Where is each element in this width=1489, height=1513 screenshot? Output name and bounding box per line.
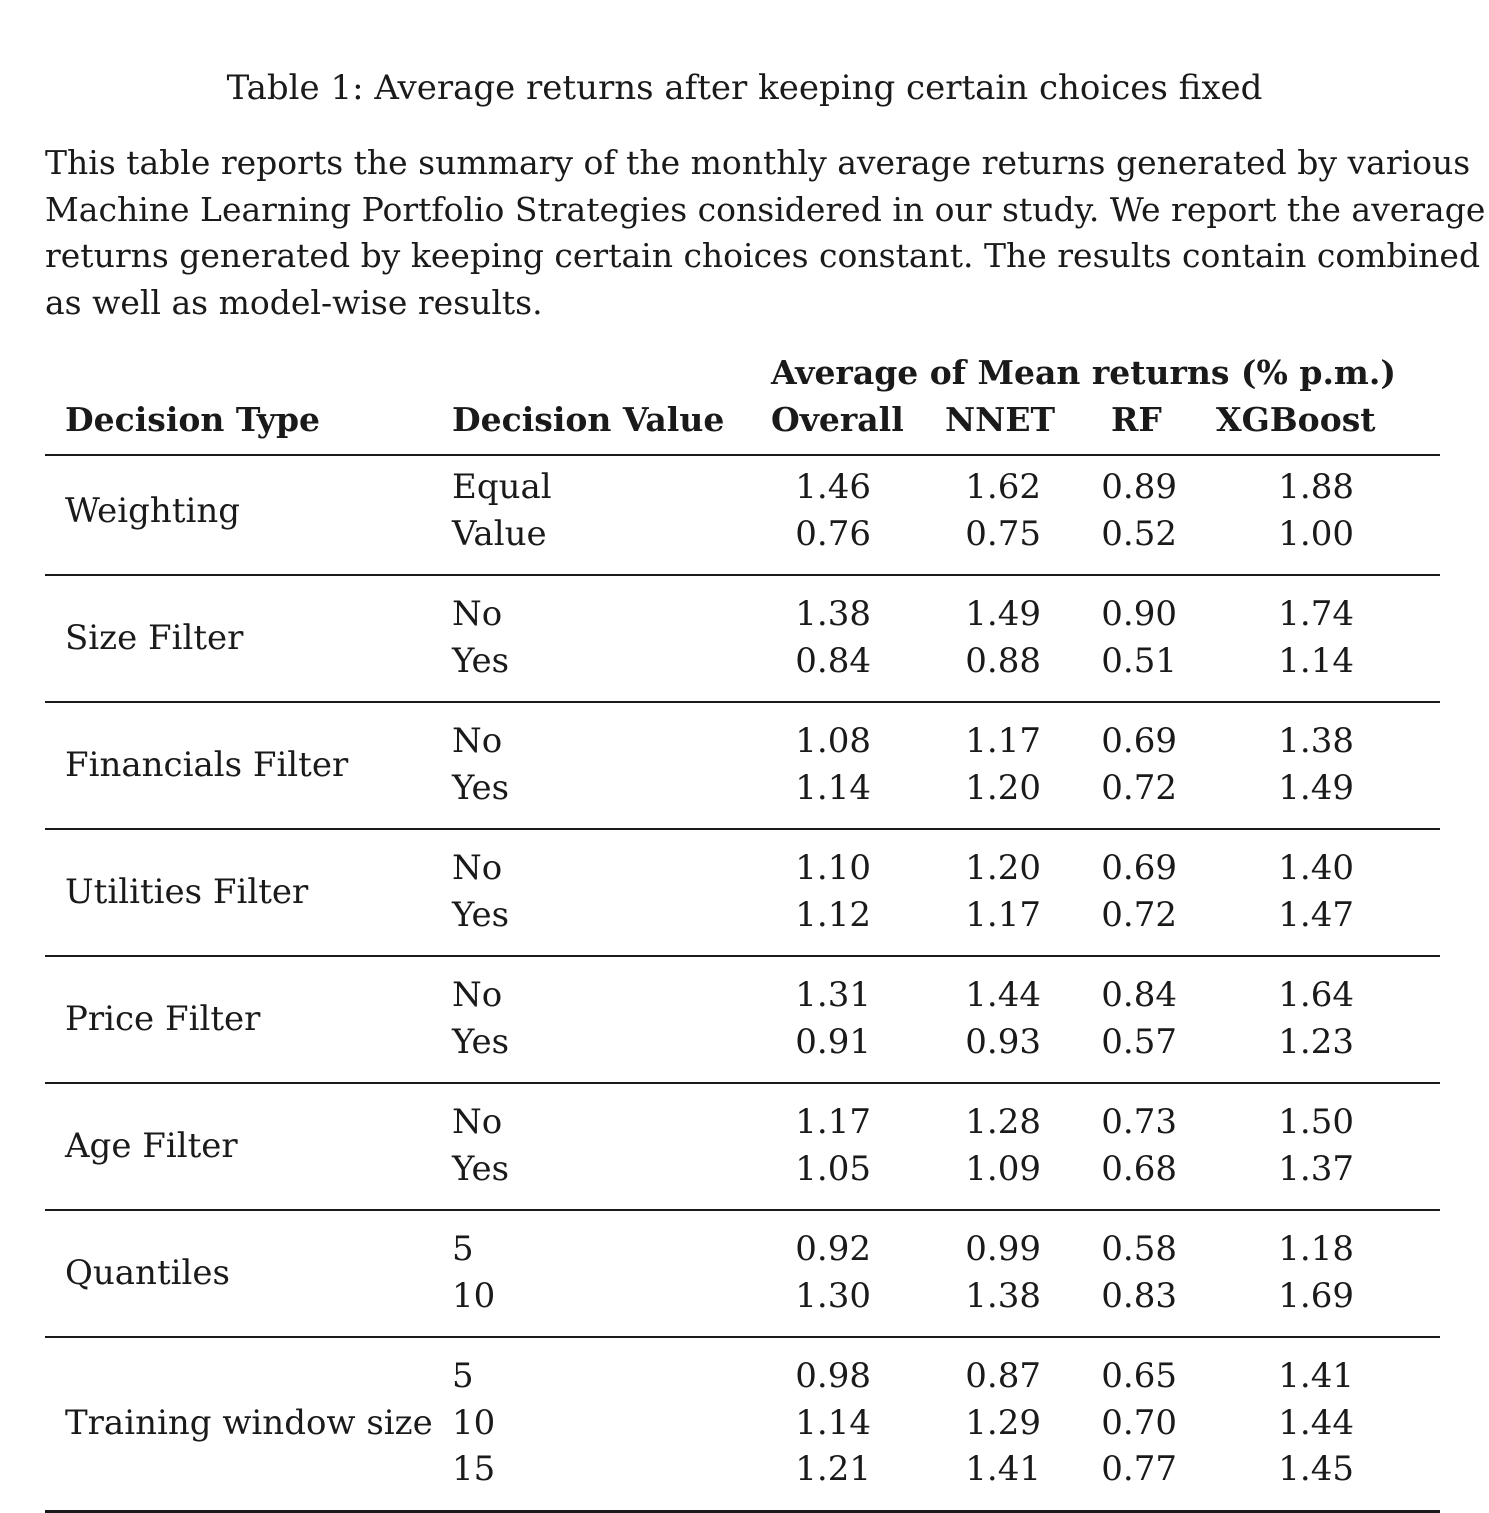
decision-type-label: Weighting: [65, 490, 241, 531]
group-rule: [45, 574, 1440, 576]
cell-xgboost: 1.47: [1278, 894, 1354, 935]
column-header-rf: RF: [1111, 400, 1162, 439]
cell-xgboost: 1.44: [1278, 1402, 1354, 1443]
cell-overall: 1.14: [795, 1402, 871, 1443]
group-rule: [45, 1209, 1440, 1211]
cell-rf: 0.83: [1101, 1275, 1177, 1316]
cell-rf: 0.72: [1101, 767, 1177, 808]
column-header-nnet: NNET: [945, 400, 1056, 439]
header-rule: [45, 454, 1440, 456]
decision-value: 5: [452, 1356, 474, 1396]
decision-type-label: Training window size: [65, 1402, 433, 1443]
decision-value: Yes: [452, 1148, 510, 1189]
cell-nnet: 1.28: [965, 1102, 1041, 1142]
description-line: Machine Learning Portfolio Strategies considered in our study. We report the average: [45, 189, 1486, 229]
cell-rf: 0.72: [1101, 894, 1177, 935]
cell-nnet: 1.20: [965, 767, 1041, 808]
cell-overall: 1.12: [795, 894, 871, 935]
decision-value: Value: [452, 513, 547, 554]
cell-overall: 1.08: [795, 721, 871, 761]
cell-overall: 0.84: [795, 640, 871, 681]
cell-overall: 1.10: [795, 848, 871, 888]
table-description: [45, 140, 1486, 326]
cell-overall: 0.76: [795, 513, 871, 554]
cell-rf: 0.51: [1101, 640, 1177, 681]
cell-xgboost: 1.18: [1278, 1229, 1354, 1269]
decision-type-label: Utilities Filter: [65, 871, 309, 912]
cell-overall: 1.31: [795, 975, 871, 1015]
cell-rf: 0.69: [1101, 848, 1177, 888]
decision-value: No: [452, 721, 503, 761]
decision-value: Yes: [452, 640, 510, 681]
column-header-decision-value: Decision Value: [452, 400, 725, 439]
decision-value: Yes: [452, 1021, 510, 1062]
bottom-rule: [45, 1510, 1440, 1513]
description-line: This table reports the summary of the monthly average returns generated by various: [45, 143, 1471, 182]
cell-xgboost: 1.38: [1278, 721, 1354, 761]
decision-value: No: [452, 1102, 503, 1142]
cell-rf: 0.68: [1101, 1148, 1177, 1189]
decision-value: 15: [452, 1449, 496, 1489]
cell-xgboost: 1.64: [1278, 975, 1354, 1015]
cell-rf: 0.65: [1101, 1356, 1177, 1396]
column-header-overall: Overall: [771, 400, 904, 439]
cell-overall: 1.38: [795, 594, 871, 634]
cell-xgboost: 1.45: [1278, 1449, 1354, 1489]
cell-nnet: 1.49: [965, 594, 1041, 634]
cell-xgboost: 1.50: [1278, 1102, 1354, 1142]
cell-nnet: 1.38: [965, 1275, 1041, 1316]
cell-rf: 0.57: [1101, 1021, 1177, 1062]
cell-nnet: 1.20: [965, 848, 1041, 888]
cell-xgboost: 1.49: [1278, 767, 1354, 808]
cell-xgboost: 1.41: [1278, 1356, 1354, 1396]
cell-nnet: 1.29: [965, 1402, 1041, 1443]
cell-xgboost: 1.69: [1278, 1275, 1354, 1316]
column-header-xgboost: XGBoost: [1216, 400, 1376, 439]
cell-xgboost: 1.23: [1278, 1021, 1354, 1062]
decision-value: Yes: [452, 767, 510, 808]
cell-nnet: 1.17: [965, 894, 1041, 935]
cell-xgboost: 1.00: [1278, 513, 1354, 554]
decision-type-label: Size Filter: [65, 617, 244, 658]
cell-nnet: 0.93: [965, 1021, 1041, 1062]
cell-nnet: 0.75: [965, 513, 1041, 554]
group-rule: [45, 1082, 1440, 1084]
decision-type-label: Financials Filter: [65, 744, 349, 785]
cell-overall: 1.14: [795, 767, 871, 808]
decision-value: Yes: [452, 894, 510, 935]
column-header-decision-type: Decision Type: [65, 400, 321, 439]
decision-value: 10: [452, 1402, 496, 1443]
decision-type-label: Age Filter: [65, 1125, 238, 1166]
cell-nnet: 0.99: [965, 1229, 1041, 1269]
cell-xgboost: 1.74: [1278, 594, 1354, 634]
cell-rf: 0.69: [1101, 721, 1177, 761]
cell-rf: 0.90: [1101, 594, 1177, 634]
description-line: returns generated by keeping certain choices constant. The results contain combined: [45, 236, 1481, 275]
cell-overall: 1.21: [795, 1449, 871, 1489]
cell-nnet: 1.09: [965, 1148, 1041, 1189]
cell-overall: 0.91: [795, 1021, 871, 1062]
table-caption: Table 1: Average returns after keeping certain choices fixed: [226, 68, 1263, 108]
decision-value: No: [452, 594, 503, 634]
cell-rf: 0.70: [1101, 1402, 1177, 1443]
cell-xgboost: 1.40: [1278, 848, 1354, 888]
cell-rf: 0.52: [1101, 513, 1177, 554]
group-rule: [45, 828, 1440, 830]
cell-overall: 1.05: [795, 1148, 871, 1189]
cell-rf: 0.77: [1101, 1449, 1177, 1489]
cell-nnet: 1.44: [965, 975, 1041, 1015]
decision-value: No: [452, 975, 503, 1015]
cell-overall: 1.30: [795, 1275, 871, 1316]
cell-overall: 0.98: [795, 1356, 871, 1396]
cell-xgboost: 1.37: [1278, 1148, 1354, 1189]
cell-rf: 0.84: [1101, 975, 1177, 1015]
cell-nnet: 1.62: [965, 467, 1041, 507]
cell-xgboost: 1.88: [1278, 467, 1354, 507]
group-rule: [45, 955, 1440, 957]
decision-type-label: Price Filter: [65, 998, 261, 1039]
decision-type-label: Quantiles: [65, 1252, 230, 1293]
cell-overall: 1.17: [795, 1102, 871, 1142]
cell-nnet: 1.41: [965, 1449, 1041, 1489]
cell-rf: 0.89: [1101, 467, 1177, 507]
cell-nnet: 0.87: [965, 1356, 1041, 1396]
group-rule: [45, 1336, 1440, 1338]
cell-overall: 0.92: [795, 1229, 871, 1269]
description-line: as well as model-wise results.: [45, 282, 543, 322]
cell-rf: 0.73: [1101, 1102, 1177, 1142]
decision-value: Equal: [452, 467, 552, 507]
decision-value: 10: [452, 1275, 496, 1316]
group-rule: [45, 701, 1440, 703]
cell-nnet: 1.17: [965, 721, 1041, 761]
cell-xgboost: 1.14: [1278, 640, 1354, 681]
decision-value: 5: [452, 1229, 474, 1269]
decision-value: No: [452, 848, 503, 888]
cell-rf: 0.58: [1101, 1229, 1177, 1269]
cell-overall: 1.46: [795, 467, 871, 507]
group-header: Average of Mean returns (% p.m.): [771, 353, 1396, 392]
cell-nnet: 0.88: [965, 640, 1041, 681]
